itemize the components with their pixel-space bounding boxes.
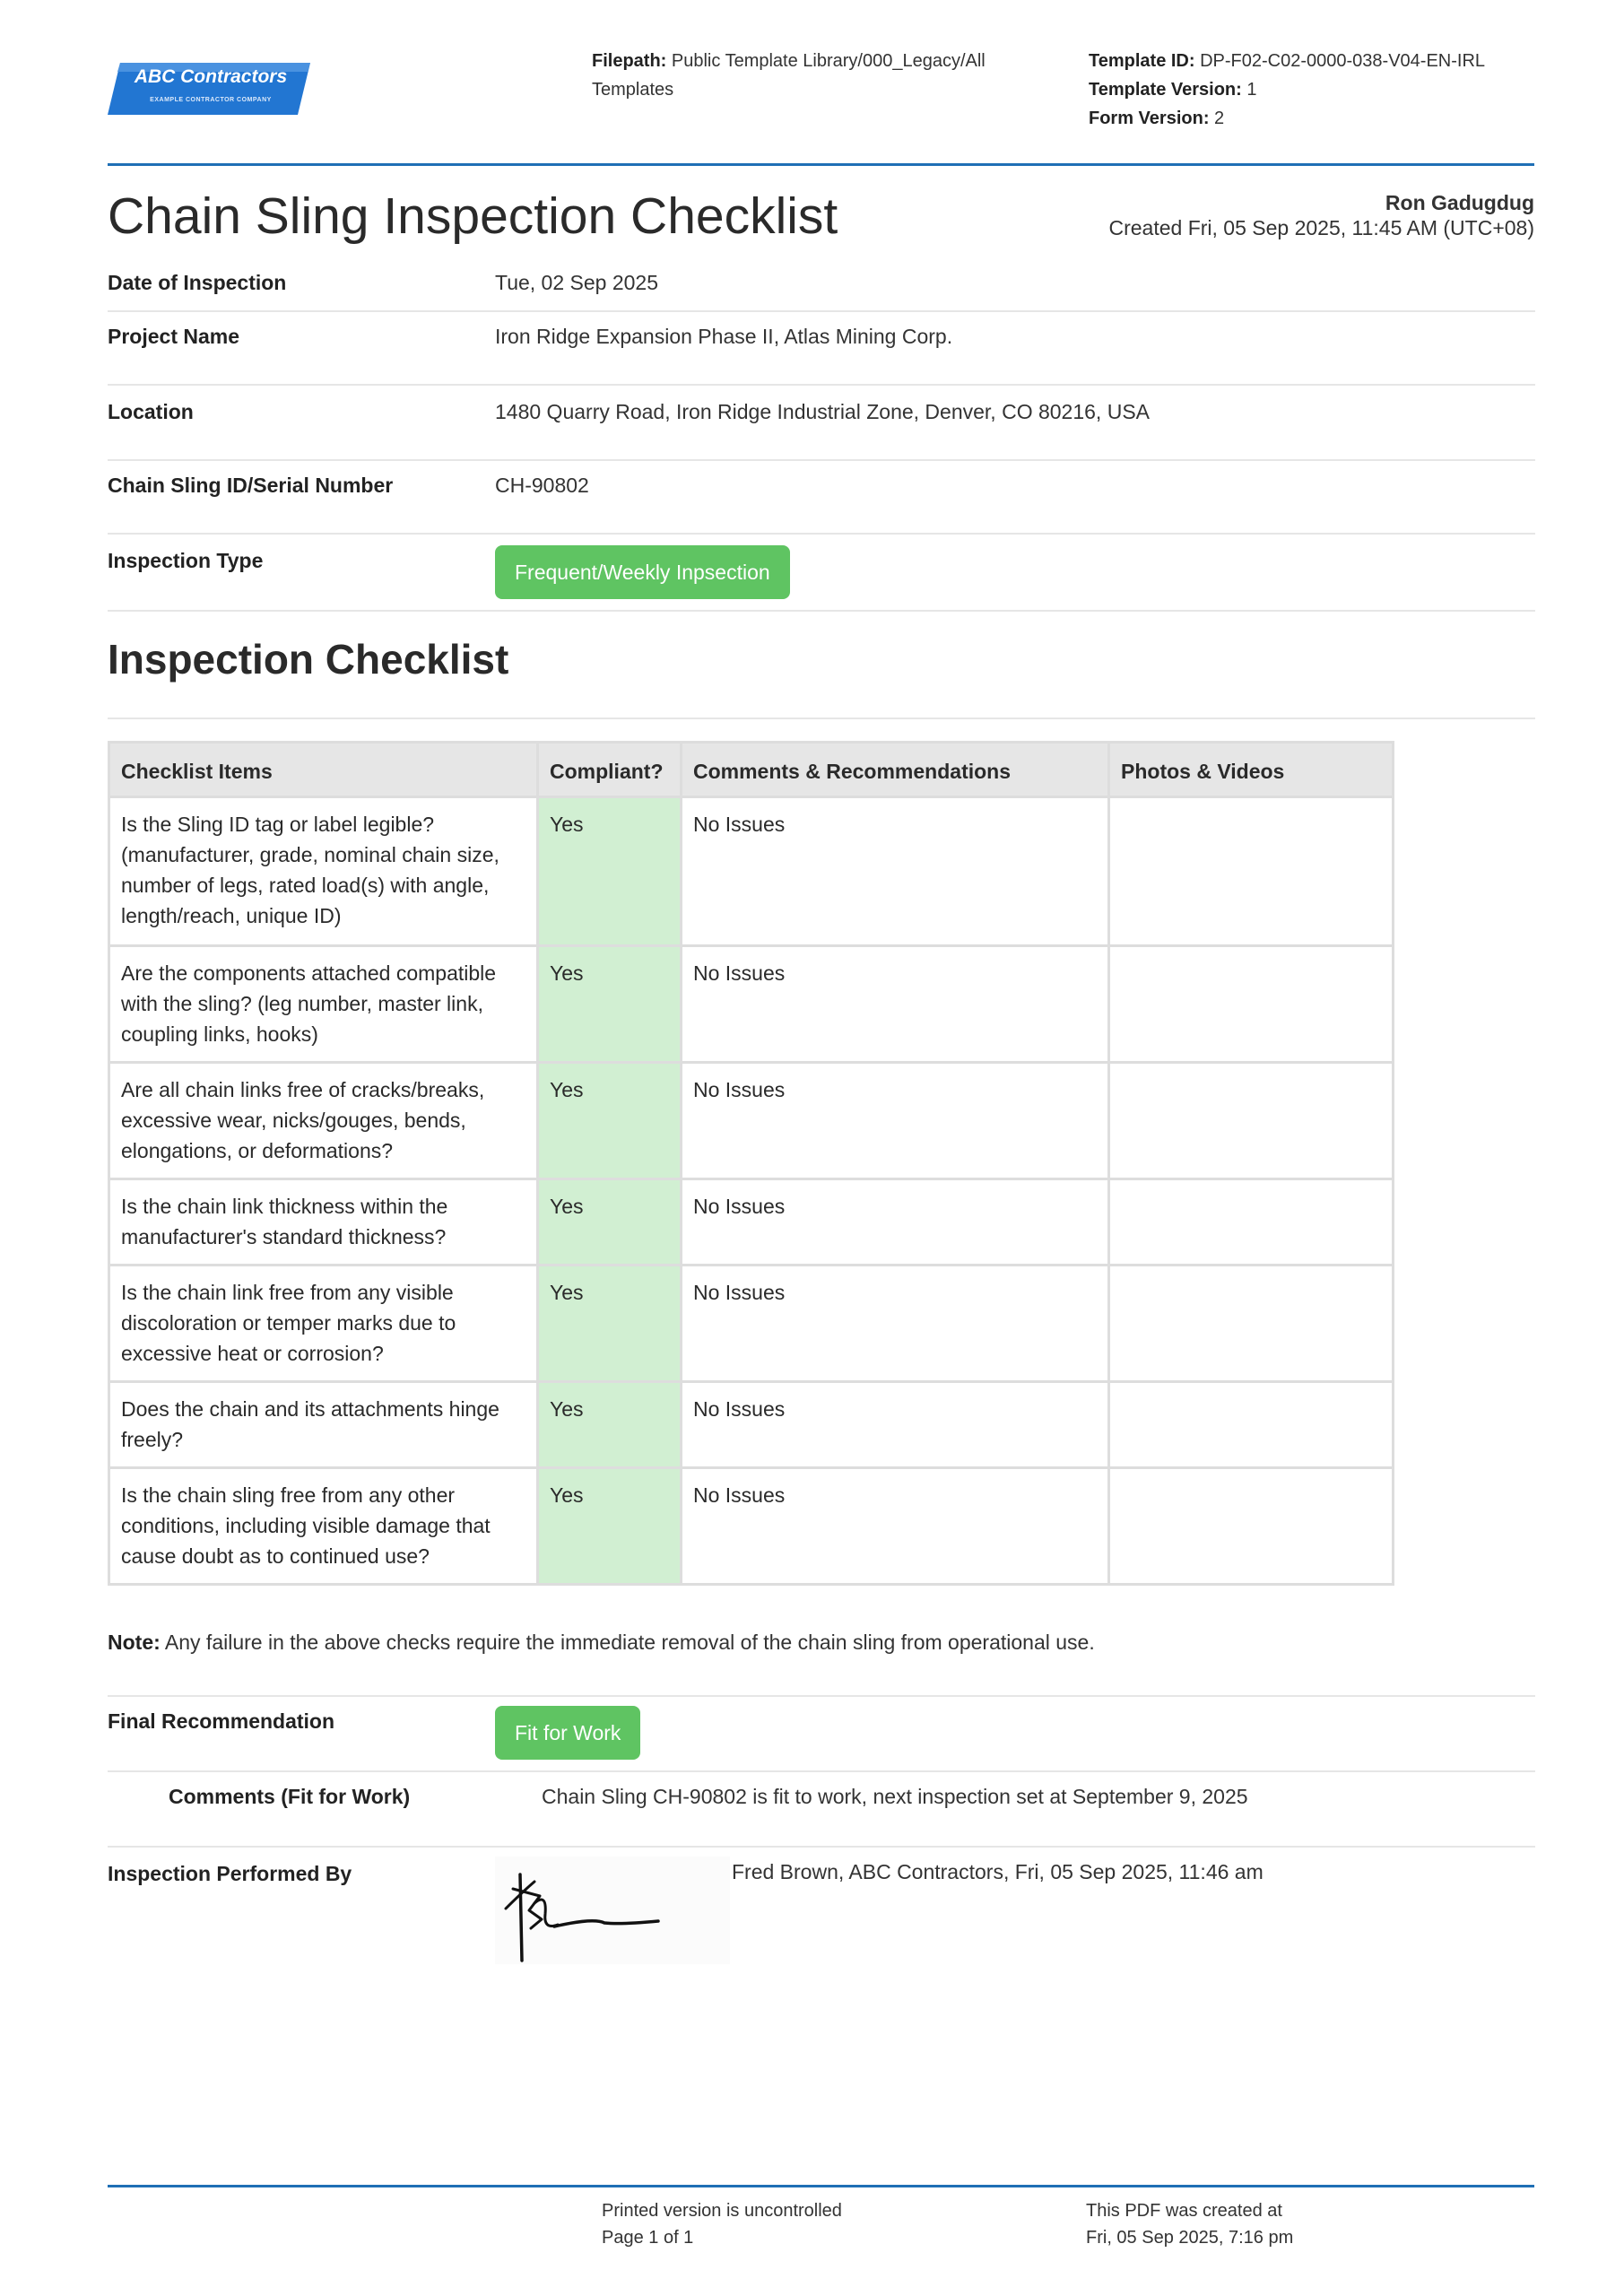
checklist-item: Is the chain sling free from any other conditions, including visible damage that cause doubt as to continued use? (109, 1468, 538, 1585)
compliant-cell: Yes (538, 1179, 682, 1265)
media-cell (1109, 946, 1394, 1063)
checklist-table (108, 741, 1394, 1586)
table-row (109, 946, 1394, 1063)
inspection-type-value (495, 545, 790, 599)
comment-cell: No Issues (682, 1468, 1109, 1585)
field-label: Location (108, 400, 194, 423)
filepath-block (592, 47, 1040, 104)
page-number: Page 1 of 1 (602, 2228, 694, 2248)
field-label: Inspection Type (108, 549, 264, 572)
header-checklist-items: Checklist Items (109, 743, 538, 797)
template-version-value: 1 (1246, 80, 1257, 100)
template-info (1089, 47, 1537, 133)
header-photos: Photos & Videos (1109, 743, 1394, 797)
comment-cell: No Issues (682, 1382, 1109, 1468)
company-logo (108, 59, 314, 118)
final-recommendation-value (495, 1706, 640, 1760)
table-header-row (109, 743, 1394, 797)
table-row (109, 797, 1394, 946)
creator-block (1108, 190, 1534, 240)
final-recommendation-label: Final Recommendation (108, 1709, 335, 1733)
compliant-cell: Yes (538, 946, 682, 1063)
comment-cell: No Issues (682, 946, 1109, 1063)
section-title: Inspection Checklist (108, 636, 509, 683)
field-chain-sling-id (108, 461, 1535, 535)
checklist-item: Is the chain link thickness within the manufacturer's standard thickness? (109, 1179, 538, 1265)
pdf-created-label: This PDF was created at (1086, 2201, 1282, 2221)
media-cell (1109, 797, 1394, 946)
pdf-created-timestamp: Fri, 05 Sep 2025, 7:16 pm (1086, 2228, 1294, 2248)
section-divider (108, 718, 1535, 719)
final-recommendation-row (108, 1695, 1535, 1772)
header-compliant: Compliant? (538, 743, 682, 797)
fit-for-work-badge: Fit for Work (495, 1706, 640, 1760)
inspection-type-badge: Frequent/Weekly Inpsection (495, 545, 790, 599)
checklist-item: Is the Sling ID tag or label legible? (manufacturer, grade, nominal chain size, number of legs, rated load(s) with angle, length/reach, unique ID) (109, 797, 538, 946)
table-row (109, 1265, 1394, 1382)
compliant-cell: Yes (538, 797, 682, 946)
field-value: Iron Ridge Expansion Phase II, Atlas Mining Corp. (495, 325, 953, 348)
filepath-label: Filepath: (592, 51, 667, 71)
uncontrolled-notice: Printed version is uncontrolled (602, 2201, 842, 2221)
table-row (109, 1468, 1394, 1585)
header-comments: Comments & Recommendations (682, 743, 1109, 797)
logo-subtext: EXAMPLE CONTRACTOR COMPANY (150, 97, 272, 103)
header-divider (108, 163, 1534, 166)
field-location (108, 386, 1535, 461)
template-version-label: Template Version: (1089, 80, 1242, 100)
table-row (109, 1382, 1394, 1468)
checklist-item: Are all chain links free of cracks/breaks, excessive wear, nicks/gouges, bends, elongations, or deformations? (109, 1063, 538, 1179)
comment-cell: No Issues (682, 797, 1109, 946)
form-version-value: 2 (1214, 109, 1225, 128)
form-version-label: Form Version: (1089, 109, 1210, 128)
media-cell (1109, 1063, 1394, 1179)
table-row (109, 1063, 1394, 1179)
field-value: CH-90802 (495, 474, 589, 497)
note-label: Note: (108, 1631, 161, 1654)
media-cell (1109, 1468, 1394, 1585)
field-value: Tue, 02 Sep 2025 (495, 271, 659, 294)
comments-label: Comments (Fit for Work) (169, 1785, 411, 1808)
performed-by-value: Fred Brown, ABC Contractors, Fri, 05 Sep 2025, 11:46 am (732, 1860, 1264, 1883)
template-id-label: Template ID: (1089, 51, 1195, 71)
comments-value: Chain Sling CH-90802 is fit to work, next inspection set at September 9, 2025 (542, 1785, 1248, 1808)
compliant-cell: Yes (538, 1382, 682, 1468)
checklist-item: Does the chain and its attachments hinge freely? (109, 1382, 538, 1468)
created-timestamp: Created Fri, 05 Sep 2025, 11:45 AM (UTC+08) (1108, 216, 1534, 239)
checklist-item: Are the components attached compatible with the sling? (leg number, master link, coupling links, hooks) (109, 946, 538, 1063)
template-id-value: DP-F02-C02-0000-038-V04-EN-IRL (1200, 51, 1486, 71)
footer-divider (108, 2185, 1534, 2187)
note (108, 1631, 1095, 1655)
comment-cell: No Issues (682, 1179, 1109, 1265)
performed-by-label: Inspection Performed By (108, 1862, 352, 1885)
field-project-name (108, 312, 1535, 386)
document-title: Chain Sling Inspection Checklist (108, 187, 838, 245)
footer-print-info (602, 2197, 842, 2251)
filepath-value: Public Template Library/000_Legacy/All Templates (592, 51, 986, 100)
field-label: Project Name (108, 325, 240, 348)
compliant-cell: Yes (538, 1063, 682, 1179)
field-label: Chain Sling ID/Serial Number (108, 474, 394, 497)
field-value: 1480 Quarry Road, Iron Ridge Industrial Zone, Denver, CO 80216, USA (495, 400, 1151, 423)
media-cell (1109, 1179, 1394, 1265)
comments-row (108, 1770, 1535, 1848)
note-text: Any failure in the above checks require the immediate removal of the chain sling from operational use. (160, 1631, 1095, 1654)
media-cell (1109, 1265, 1394, 1382)
compliant-cell: Yes (538, 1265, 682, 1382)
media-cell (1109, 1382, 1394, 1468)
comment-cell: No Issues (682, 1265, 1109, 1382)
footer-created-info (1086, 2197, 1293, 2251)
signature-image (495, 1857, 730, 1964)
creator-name: Ron Gadugdug (1385, 191, 1534, 214)
comment-cell: No Issues (682, 1063, 1109, 1179)
table-row (109, 1179, 1394, 1265)
logo-text: ABC Contractors (134, 66, 288, 87)
field-inspection-type (108, 535, 1535, 612)
field-label: Date of Inspection (108, 271, 287, 294)
compliant-cell: Yes (538, 1468, 682, 1585)
checklist-item: Is the chain link free from any visible discoloration or temper marks due to excessive heat or corrosion? (109, 1265, 538, 1382)
field-date-of-inspection (108, 253, 1535, 312)
